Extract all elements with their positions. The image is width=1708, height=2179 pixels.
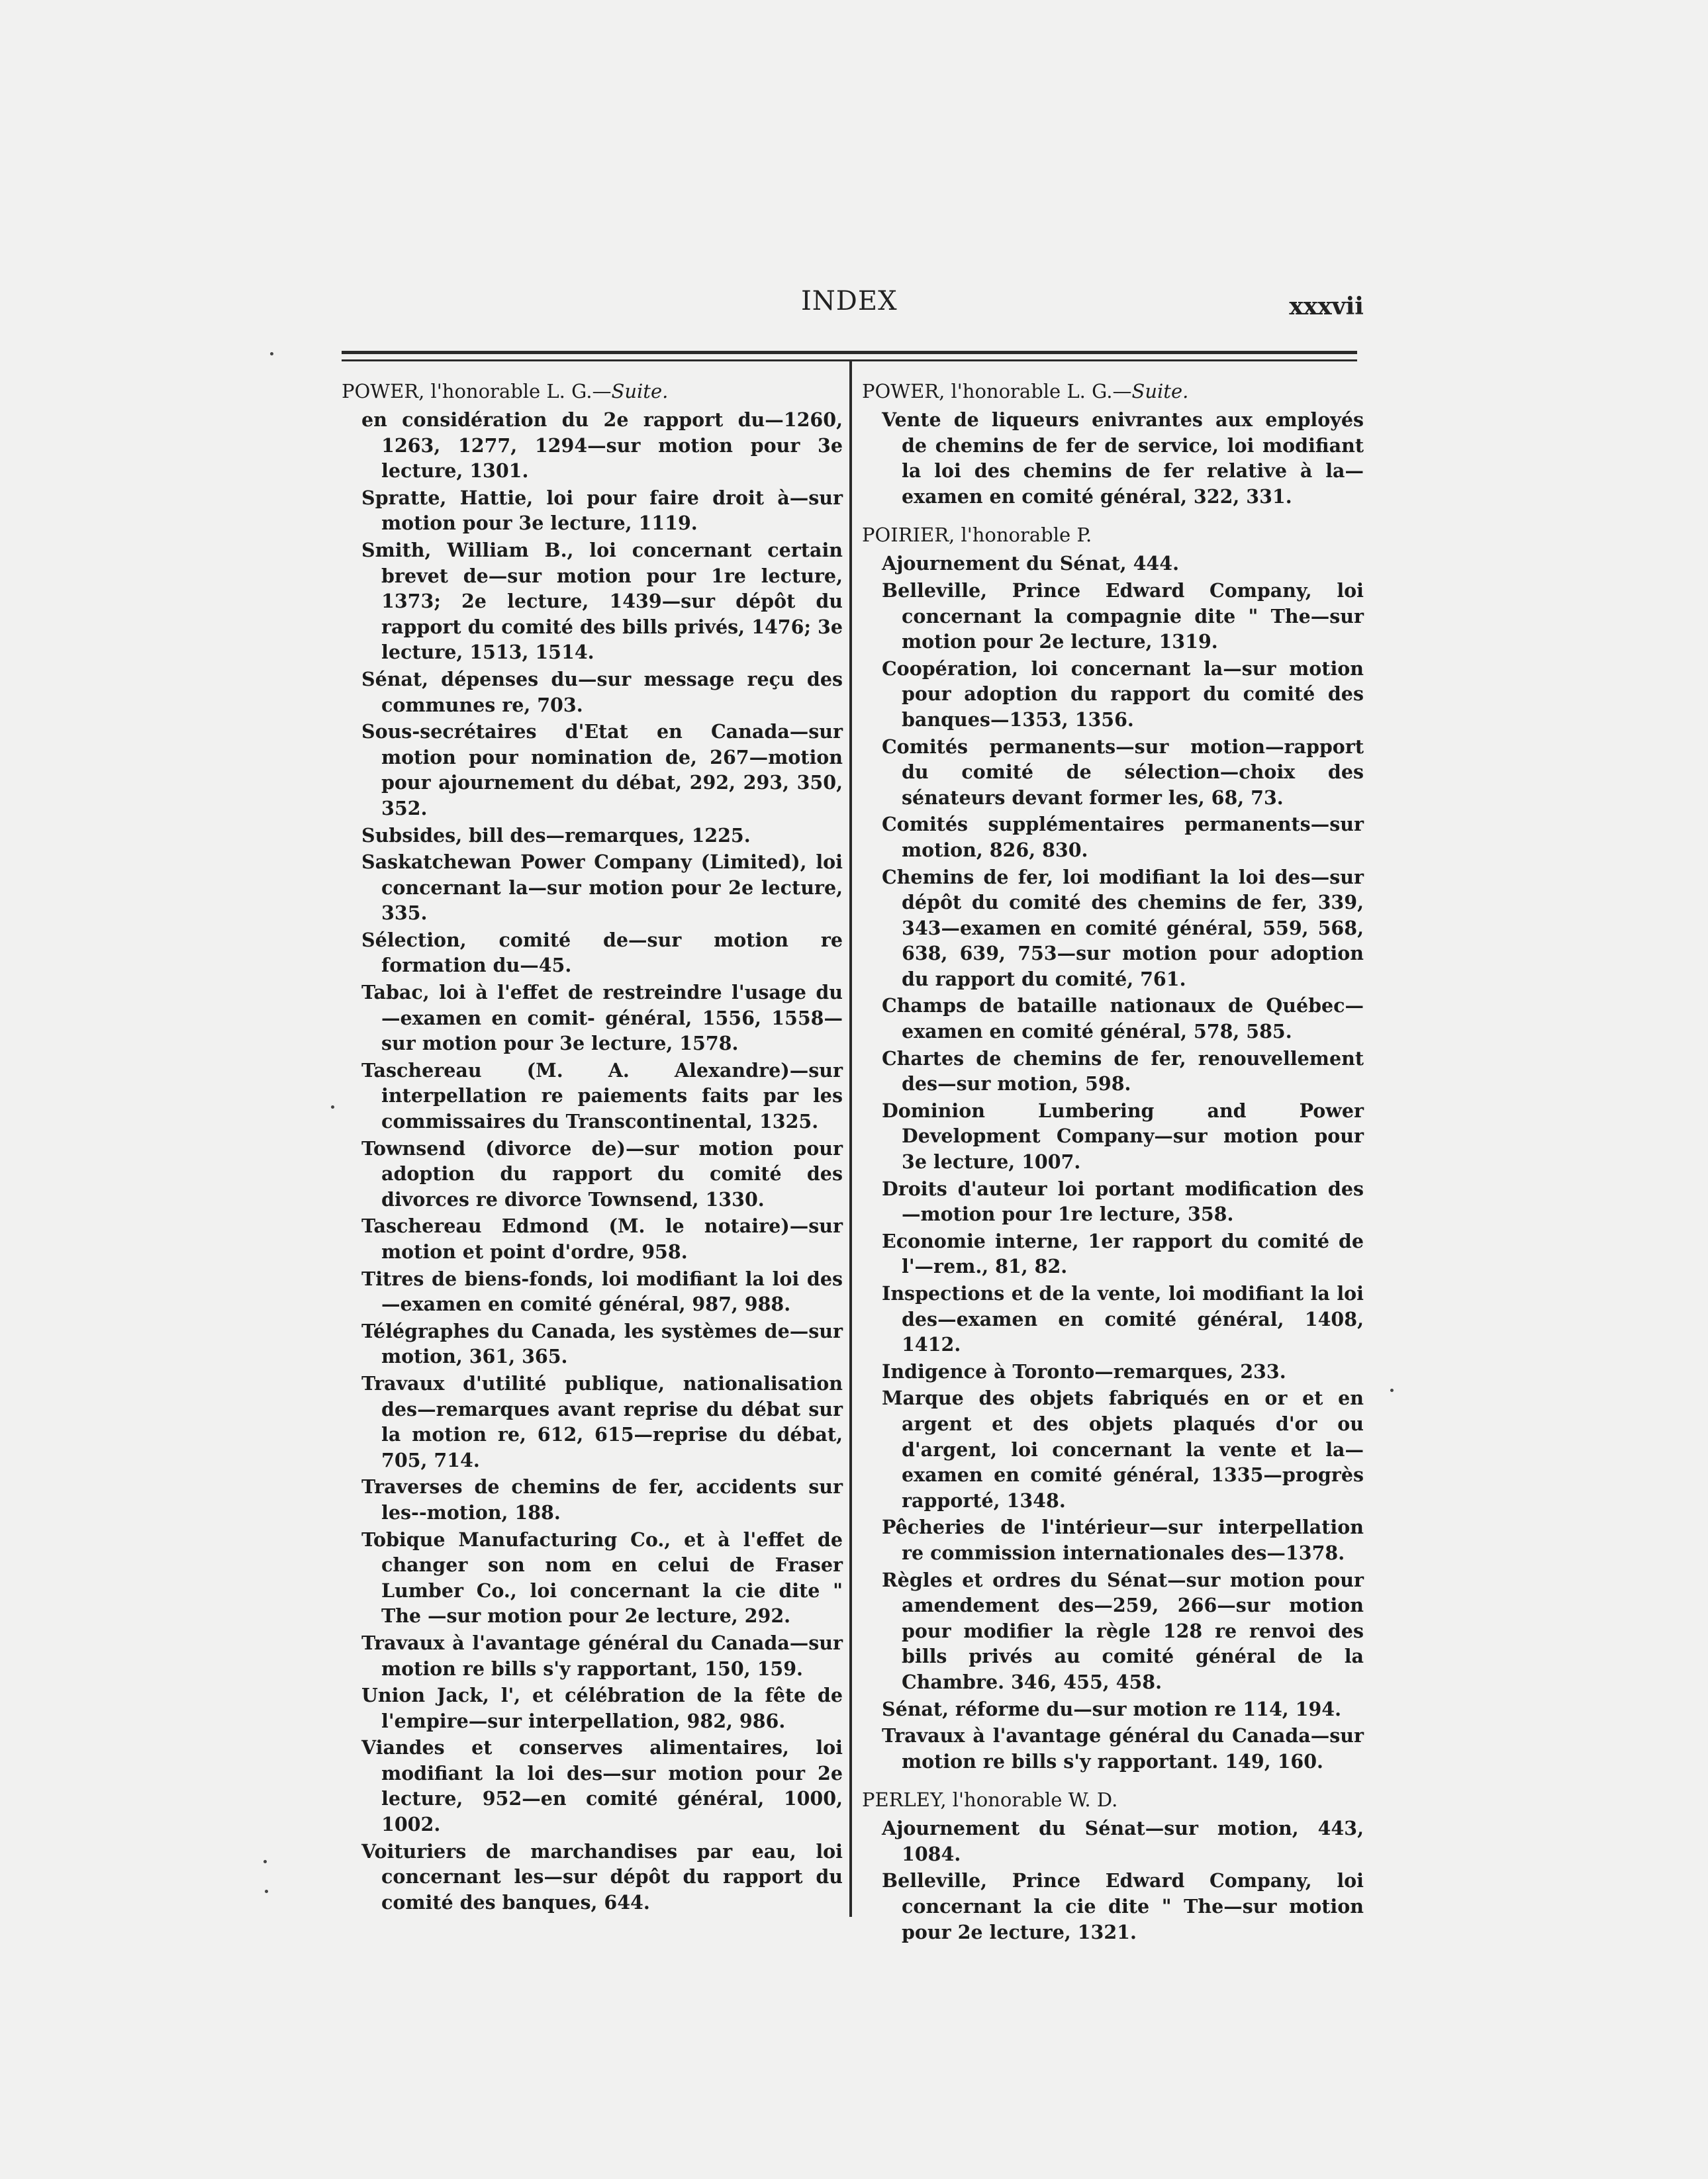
section-heading <box>862 1787 1364 1813</box>
index-entry: Chemins de fer, loi modifiant la loi des—sur dépôt du comité des chemins de fer, 339, 343—examen en comité général, 559, 568, 638, 639, 753—sur motion pour adoption du rapport du comité, 761. <box>882 865 1364 990</box>
index-entry: Spratte, Hattie, loi pour faire droit à—sur motion pour 3e lecture, 1119. <box>361 486 843 535</box>
page-speck <box>263 1860 267 1863</box>
index-entry: Télégraphes du Canada, les systèmes de—sur motion, 361, 365. <box>361 1319 843 1368</box>
section-heading <box>862 379 1364 404</box>
index-entry: Sous-secrétaires d'Etat en Canada—sur motion pour nomination de, 267—motion pour ajournement du débat, 292, 293, 350, 352. <box>361 720 843 819</box>
index-entry: Belleville, Prince Edward Company, loi concernant la compagnie dite " The—sur motion pour 2e lecture, 1319. <box>882 579 1364 653</box>
page-speck <box>331 1105 334 1109</box>
index-entry: Titres de biens-fonds, loi modifiant la loi des—examen en comité général, 987, 988. <box>361 1267 843 1316</box>
index-entry: Dominion Lumbering and Power Development Company—sur motion pour 3e lecture, 1007. <box>882 1099 1364 1174</box>
page-speck <box>265 1890 268 1893</box>
index-entry: Travaux d'utilité publique, nationalisation des—remarques avant reprise du débat sur la motion re, 612, 615—reprise du débat, 705, 714. <box>361 1371 843 1471</box>
index-entry: Taschereau (M. A. Alexandre)—sur interpellation re paiements faits par les commissaires du Transcontinental, 1325. <box>361 1058 843 1133</box>
section-heading-text: POIRIER, l'honorable P. <box>862 524 1092 547</box>
header-rule-top <box>342 351 1357 354</box>
section-heading-suite: Suite. <box>1131 380 1189 402</box>
index-entry: Sélection, comité de—sur motion re formation du—45. <box>361 928 843 977</box>
index-section <box>862 522 1364 1774</box>
page-speck <box>1390 1389 1394 1392</box>
index-entry: Economie interne, 1er rapport du comité de l'—rem., 81, 82. <box>882 1229 1364 1278</box>
section-heading-text: POWER, l'honorable L. G.— <box>342 380 612 402</box>
index-entry: Droits d'auteur loi portant modification des —motion pour 1re lecture, 358. <box>882 1177 1364 1226</box>
index-column-right <box>862 379 1364 1958</box>
section-heading <box>342 379 843 404</box>
index-entry: Coopération, loi concernant la—sur motion pour adoption du rapport du comité des banques—1353, 1356. <box>882 657 1364 731</box>
index-entry: Vente de liqueurs enivrantes aux employés de chemins de fer de service, loi modifiant la loi des chemins de fer relative à la—examen en comité général, 322, 331. <box>882 408 1364 508</box>
index-entry: Indigence à Toronto—remarques, 233. <box>882 1360 1286 1383</box>
page-speck <box>270 352 273 355</box>
index-entry: Ajournement du Sénat—sur motion, 443, 1084. <box>882 1817 1364 1865</box>
column-divider <box>849 361 852 1917</box>
section-heading-suite: Suite. <box>611 380 669 402</box>
index-entry: Traverses de chemins de fer, accidents sur les--motion, 188. <box>361 1475 843 1524</box>
index-entry: Union Jack, l', et célébration de la fête de l'empire—sur interpellation, 982, 986. <box>361 1684 843 1732</box>
index-entry: Inspections et de la vente, loi modifiant la loi des—examen en comité général, 1408, 1412. <box>882 1282 1364 1356</box>
index-entry: Travaux à l'avantage général du Canada—sur motion re bills s'y rapportant, 150, 159. <box>361 1631 843 1680</box>
index-section <box>862 379 1364 509</box>
index-column-left <box>342 379 843 1928</box>
index-entry: Tobique Manufacturing Co., et à l'effet de changer son nom en celui de Fraser Lumber Co., loi concernant la cie dite " The —sur motion pour 2e lecture, 292. <box>361 1528 843 1628</box>
index-entry: Chartes de chemins de fer, renouvellement des—sur motion, 598. <box>882 1046 1364 1095</box>
section-heading-text: POWER, l'honorable L. G.— <box>862 380 1132 402</box>
index-entry: Sénat, dépenses du—sur message reçu des communes re, 703. <box>361 667 843 716</box>
index-entry: Voituriers de marchandises par eau, loi concernant les—sur dépôt du rapport du comité des banques, 644. <box>361 1839 843 1914</box>
index-entry: Saskatchewan Power Company (Limited), loi concernant la—sur motion pour 2e lecture, 335. <box>361 851 843 925</box>
section-heading <box>862 522 1364 548</box>
index-section <box>862 1787 1364 1945</box>
index-entry: Comités supplémentaires permanents—sur motion, 826, 830. <box>882 813 1364 861</box>
index-entry: Comités permanents—sur motion—rapport du comité de sélection—choix des sénateurs devant former les, 68, 73. <box>882 735 1364 809</box>
index-entry: Subsides, bill des—remarques, 1225. <box>361 823 751 847</box>
index-entry: Travaux à l'avantage général du Canada—sur motion re bills s'y rapportant. 149, 160. <box>882 1724 1364 1773</box>
index-entry: Règles et ordres du Sénat—sur motion pour amendement des—259, 266—sur motion pour modifier la règle 128 re renvoi des bills privés au comité général de la Chambre. 346, 455, 458. <box>882 1568 1364 1693</box>
index-entry: Townsend (divorce de)—sur motion pour adoption du rapport du comité des divorces re divorce Townsend, 1330. <box>361 1136 843 1211</box>
index-entry: Smith, William B., loi concernant certain brevet de—sur motion pour 1re lecture, 1373; 2e lecture, 1439—sur dépôt du rapport du comité des bills privés, 1476; 3e lecture, 1513, 1514. <box>361 538 843 664</box>
index-entry: Viandes et conserves alimentaires, loi modifiant la loi des—sur motion pour 2e lecture, 952—en comité général, 1000, 1002. <box>361 1736 843 1836</box>
page-title: INDEX <box>801 286 898 316</box>
index-entry: Marque des objets fabriqués en or et en argent et des objets plaqués d'or ou d'argent, loi concernant la vente et la—examen en comité général, 1335—progrès rapporté, 1348. <box>882 1387 1364 1512</box>
index-entry: Tabac, loi à l'effet de restreindre l'usage du —examen en comit- général, 1556, 1558—sur motion pour 3e lecture, 1578. <box>361 981 843 1055</box>
section-heading-text: PERLEY, l'honorable W. D. <box>862 1788 1118 1812</box>
index-section <box>342 379 843 1915</box>
index-entry: Pêcheries de l'intérieur—sur interpellation re commission internationales des—1378. <box>882 1516 1364 1564</box>
page-number: xxxvii <box>1289 293 1364 320</box>
index-entry: Ajournement du Sénat, 444. <box>882 552 1180 575</box>
index-entry: Sénat, réforme du—sur motion re 114, 194. <box>882 1697 1342 1720</box>
index-entry: en considération du 2e rapport du—1260, 1263, 1277, 1294—sur motion pour 3e lecture, 1301. <box>361 408 843 483</box>
index-entry: Taschereau Edmond (M. le notaire)—sur motion et point d'ordre, 958. <box>361 1215 843 1263</box>
index-entry: Champs de bataille nationaux de Québec—examen en comité général, 578, 585. <box>882 994 1364 1043</box>
index-entry: Belleville, Prince Edward Company, loi concernant la cie dite " The—sur motion pour 2e lecture, 1321. <box>882 1869 1364 1943</box>
